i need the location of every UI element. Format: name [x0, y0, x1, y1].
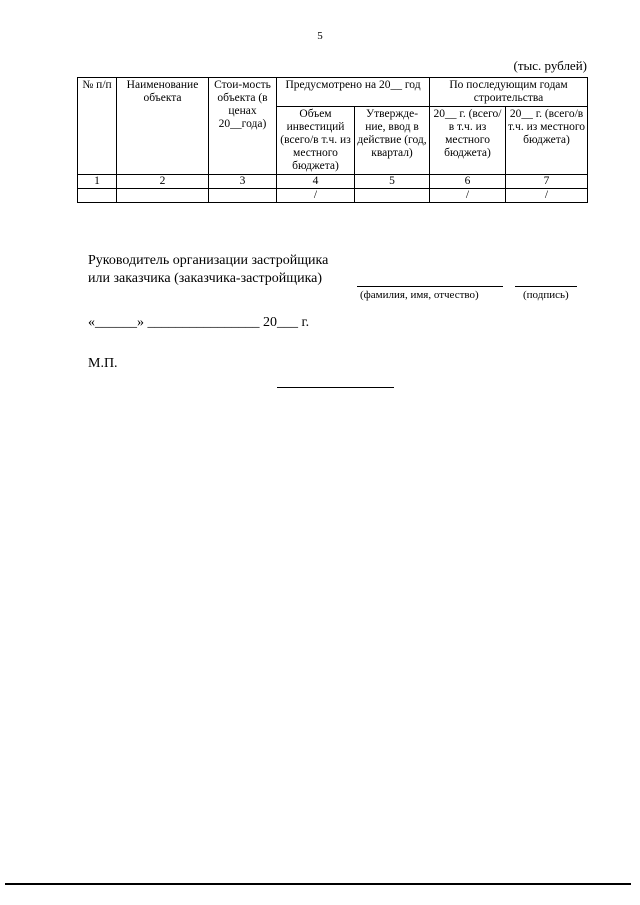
name-caption: (фамилия, имя, отчество) [360, 289, 479, 301]
table-number-row [78, 175, 588, 189]
header-number: № п/п [78, 78, 117, 175]
column-number: 7 [506, 175, 588, 189]
column-number: 2 [117, 175, 209, 189]
end-divider [277, 387, 394, 388]
signature-block [88, 252, 328, 288]
column-number: 5 [355, 175, 430, 189]
signature-line [515, 286, 577, 287]
column-number: 4 [277, 175, 355, 189]
header-object-cost: Стои-мость объекта (в ценах 20__года) [209, 78, 277, 175]
header-year-two: 20__ г. (всего/в т.ч. из местного бюджета) [506, 107, 588, 175]
signature-title-line-2: или заказчика (заказчика-застройщика) [88, 271, 323, 286]
header-planned-group: Предусмотрено на 20__ год [277, 78, 430, 107]
column-number: 3 [209, 175, 277, 189]
header-year-one: 20__ г. (всего/в т.ч. из местного бюджета) [430, 107, 506, 175]
name-signature-line [357, 286, 503, 287]
table-cell [117, 189, 209, 203]
column-number: 6 [430, 175, 506, 189]
units-label: (тыс. рублей) [513, 58, 587, 73]
header-approval-commissioning: Утвержде-ние, ввод в действие (год, квартал) [355, 107, 430, 175]
header-next-years-group: По последующим годам строительства [430, 78, 588, 107]
table-cell [209, 189, 277, 203]
header-object-name: Наименование объекта [117, 78, 209, 175]
table-cell: / [277, 189, 355, 203]
signature-caption: (подпись) [523, 289, 569, 301]
page-number: 5 [317, 30, 323, 42]
table-cell: / [430, 189, 506, 203]
table-row [78, 189, 588, 203]
table-cell [355, 189, 430, 203]
stamp-placeholder: М.П. [88, 356, 118, 371]
date-line: «______» ________________ 20___ г. [88, 315, 310, 330]
table-cell [78, 189, 117, 203]
signature-title-line-1: Руководитель организации застройщика [88, 253, 329, 268]
bottom-border [5, 883, 631, 885]
table-header-row [78, 78, 588, 107]
column-number: 1 [78, 175, 117, 189]
table-cell: / [506, 189, 588, 203]
investment-table [77, 77, 588, 203]
header-investment-volume: Объем инвестиций (всего/в т.ч. из местного бюджета) [277, 107, 355, 175]
